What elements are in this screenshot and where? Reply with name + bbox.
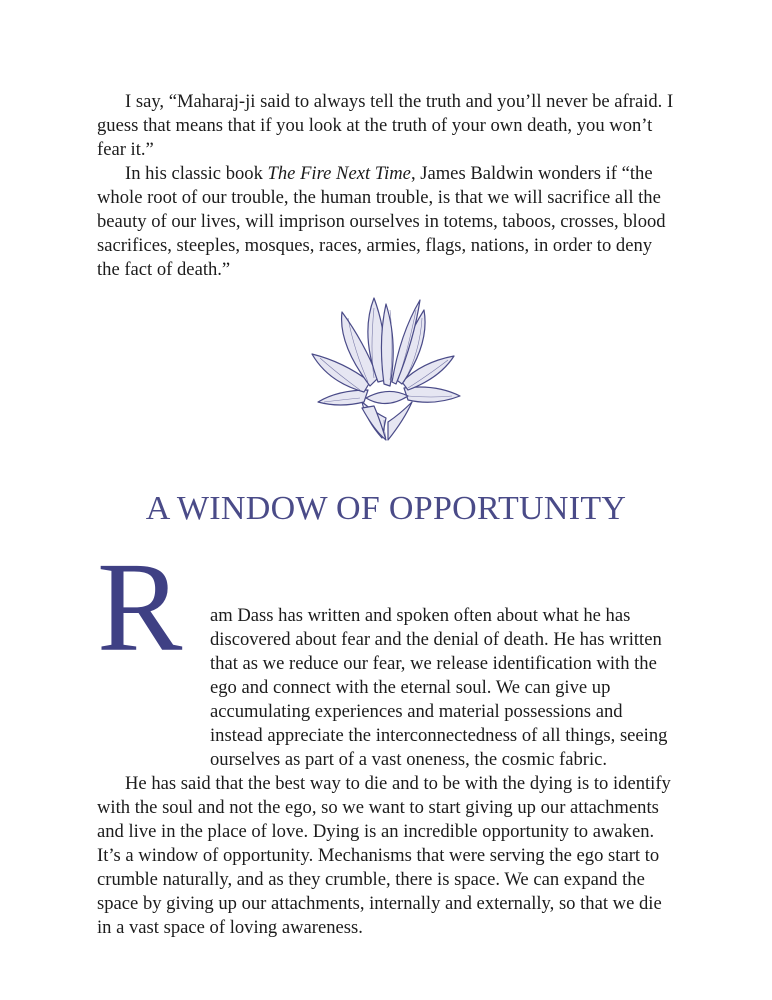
paragraph-ram-dass-fear: am Dass has written and spoken often about what he has discovered about fear and the denial of death. He has written that as we reduce our fear, we release identification with the ego and connect with the eternal soul. We can give up accumulating experiences and material possessions and instead appreciate the interconnectedness of all things, seeing ourselves as part of a vast oneness, the cosmic fabric. — [210, 605, 668, 770]
opening-text — [97, 90, 677, 282]
paragraph-baldwin-quote — [97, 162, 677, 282]
chapter-title: A WINDOW OF OPPORTUNITY — [145, 490, 627, 527]
chapter-body — [97, 604, 677, 940]
drop-cap-letter: R — [97, 536, 183, 678]
book-title: The Fire Next Time — [267, 163, 411, 184]
baldwin-quote-text: , James Baldwin wonders if “the whole root of our trouble, the human trouble, is that we will sacrifice all the beauty of our lives, will imprison ourselves in totems, taboos, crosses, blood sacrifices, steeples, mosques, races, armies, flags, nations, in order to deny the fact of death.” — [97, 163, 666, 280]
paragraph-dying-opportunity: He has said that the best way to die and to be with the dying is to identify with the soul and not the ego, so we want to start giving up our attachments and live in the place of love. Dying is an incredible opportunity to awaken. It’s a window of opportunity. Mechanisms that were serving the ego start to crumble naturally, and as they crumble, there is space. We can expand the space by giving up our attachments, internally and externally, so that we die in a vast space of loving awareness. — [97, 773, 671, 938]
lotus-flower-icon — [304, 290, 468, 450]
paragraph-maharaj-quote: I say, “Maharaj-ji said to always tell the truth and you’ll never be afraid. I guess that means that if you look at the truth of your own death, you won’t fear it.” — [97, 91, 674, 160]
baldwin-intro-text: In his classic book — [125, 163, 268, 184]
